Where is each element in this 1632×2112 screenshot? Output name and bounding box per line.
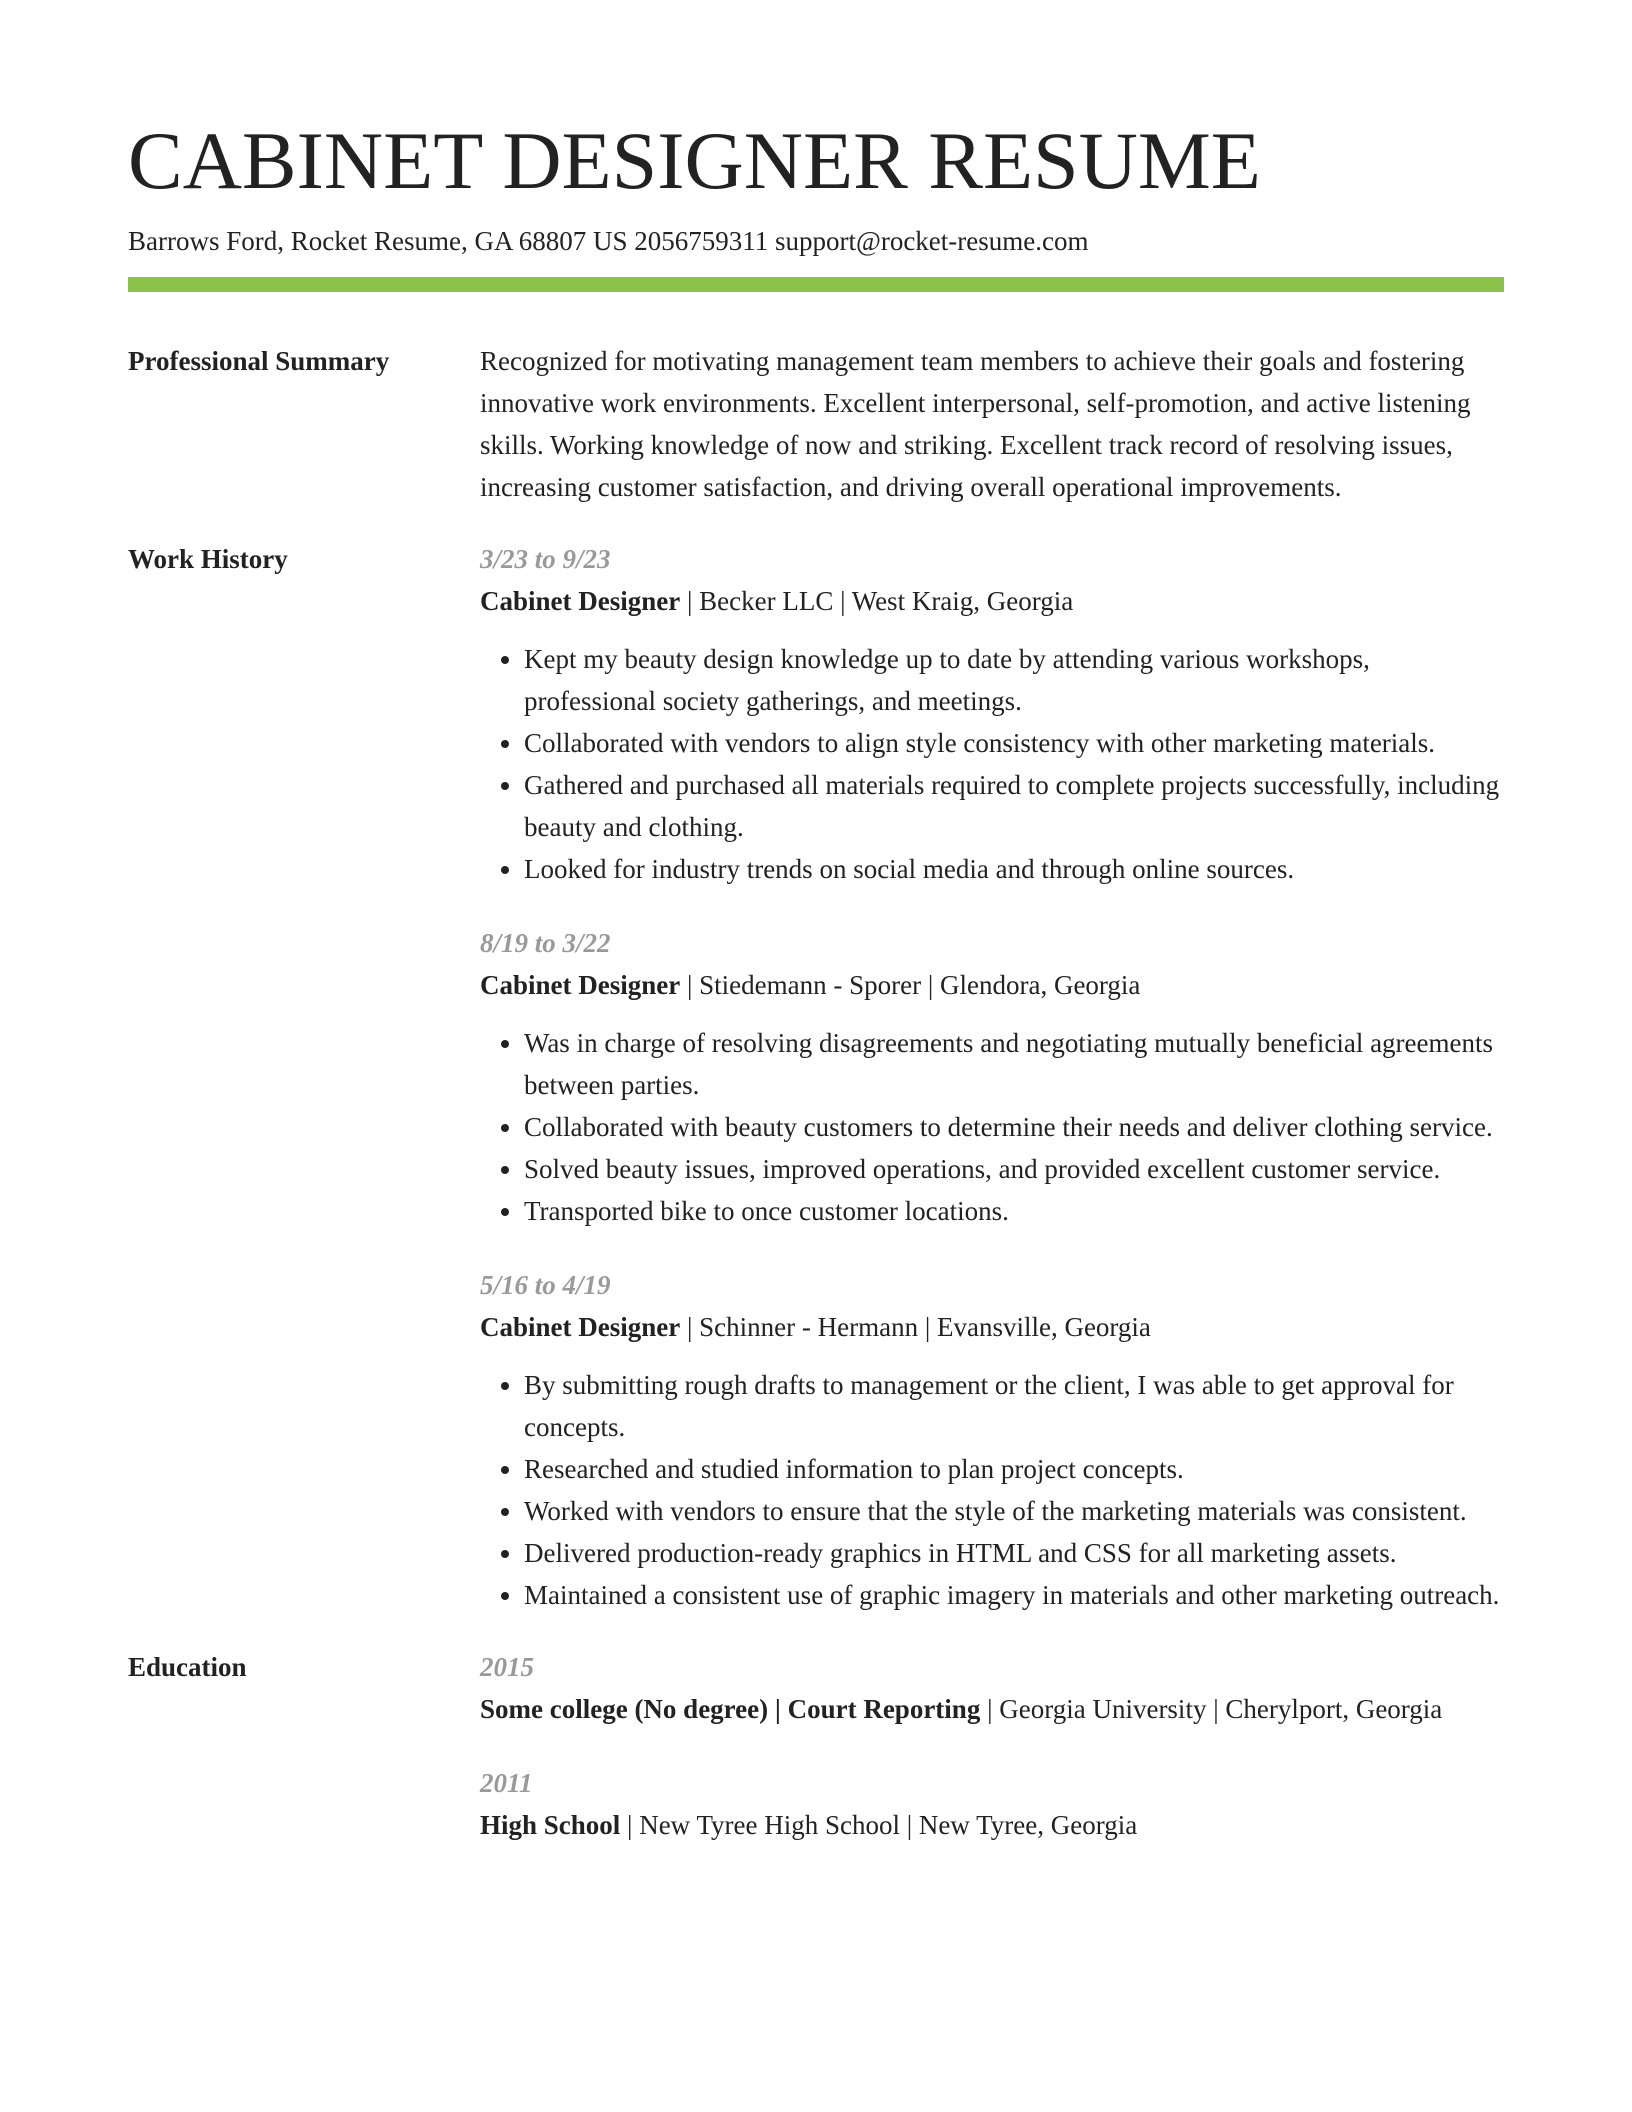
- education-date: 2015: [480, 1652, 534, 1683]
- job-bullet: • Delivered production-ready graphics in HTML and CSS for all marketing assets.: [524, 1532, 1504, 1574]
- job-entry: [480, 922, 1504, 1232]
- job-details: | Stiedemann - Sporer | Glendora, Georgia: [680, 970, 1141, 1001]
- job-bullets: [480, 1364, 1504, 1616]
- section-label-summary: Professional Summary: [128, 346, 390, 377]
- job-title: Cabinet Designer: [480, 970, 681, 1001]
- education-date: 2011: [480, 1768, 533, 1799]
- education-details: | New Tyree High School | New Tyree, Georgia: [620, 1810, 1138, 1841]
- section-body-work-history: [480, 538, 1504, 1616]
- summary-text: Recognized for motivating management team members to achieve their goals and fostering innovative work environments. Excellent interpersonal, self-promotion, and active listening skills. Working knowledge of now and striking. Excellent track record of resolving issues, increasing customer satisfaction, and driving overall operational improvements.: [480, 346, 1471, 503]
- section-education: [128, 1646, 1504, 1846]
- education-details: | Georgia University | Cherylport, Georgia: [980, 1694, 1443, 1725]
- section-body-education: [480, 1646, 1504, 1846]
- job-date: 5/16 to 4/19: [480, 1270, 611, 1301]
- job-heading: [480, 1306, 1504, 1348]
- job-bullet: • Was in charge of resolving disagreements and negotiating mutually beneficial agreements between parties.: [524, 1022, 1504, 1106]
- job-bullet: • Solved beauty issues, improved operations, and provided excellent customer service.: [524, 1148, 1504, 1190]
- section-professional-summary: [128, 340, 1504, 508]
- job-bullet: • By submitting rough drafts to management or the client, I was able to get approval for concepts.: [524, 1364, 1504, 1448]
- job-title: Cabinet Designer: [480, 1312, 681, 1343]
- job-heading: [480, 964, 1504, 1006]
- education-entry: [480, 1762, 1504, 1846]
- section-label-work-history: Work History: [128, 544, 288, 575]
- job-heading: [480, 580, 1504, 622]
- job-bullet: • Collaborated with beauty customers to determine their needs and deliver clothing service.: [524, 1106, 1504, 1148]
- job-bullet: • Transported bike to once customer locations.: [524, 1190, 1504, 1232]
- section-body-summary: [480, 340, 1504, 508]
- education-heading: [480, 1688, 1504, 1730]
- job-bullet: • Maintained a consistent use of graphic imagery in materials and other marketing outreach.: [524, 1574, 1504, 1616]
- education-heading: [480, 1804, 1504, 1846]
- education-title: High School: [480, 1810, 621, 1841]
- job-details: | Becker LLC | West Kraig, Georgia: [680, 586, 1074, 617]
- education-title: Some college (No degree) | Court Reporting: [480, 1694, 981, 1725]
- job-bullet: • Worked with vendors to ensure that the style of the marketing materials was consistent.: [524, 1490, 1504, 1532]
- resume-title: CABINET DESIGNER RESUME: [128, 115, 1261, 206]
- job-bullet: • Collaborated with vendors to align style consistency with other marketing materials.: [524, 722, 1504, 764]
- education-entry: [480, 1646, 1504, 1730]
- job-bullet: • Kept my beauty design knowledge up to date by attending various workshops, professional society gatherings, and meetings.: [524, 638, 1504, 722]
- job-title: Cabinet Designer: [480, 586, 681, 617]
- job-date: 3/23 to 9/23: [480, 544, 611, 575]
- job-details: | Schinner - Hermann | Evansville, Georgia: [680, 1312, 1151, 1343]
- section-label-education: Education: [128, 1652, 247, 1683]
- section-work-history: [128, 538, 1504, 1616]
- contact-line: Barrows Ford, Rocket Resume, GA 68807 US 2056759311 support@rocket-resume.com: [128, 226, 1089, 257]
- job-bullet: • Researched and studied information to plan project concepts.: [524, 1448, 1504, 1490]
- accent-divider: [128, 277, 1504, 292]
- job-date: 8/19 to 3/22: [480, 928, 611, 959]
- job-entry: [480, 538, 1504, 890]
- job-bullet: • Looked for industry trends on social media and through online sources.: [524, 848, 1504, 890]
- job-bullet: • Gathered and purchased all materials required to complete projects successfully, including beauty and clothing.: [524, 764, 1504, 848]
- job-bullets: [480, 1022, 1504, 1232]
- job-entry: [480, 1264, 1504, 1616]
- job-bullets: [480, 638, 1504, 890]
